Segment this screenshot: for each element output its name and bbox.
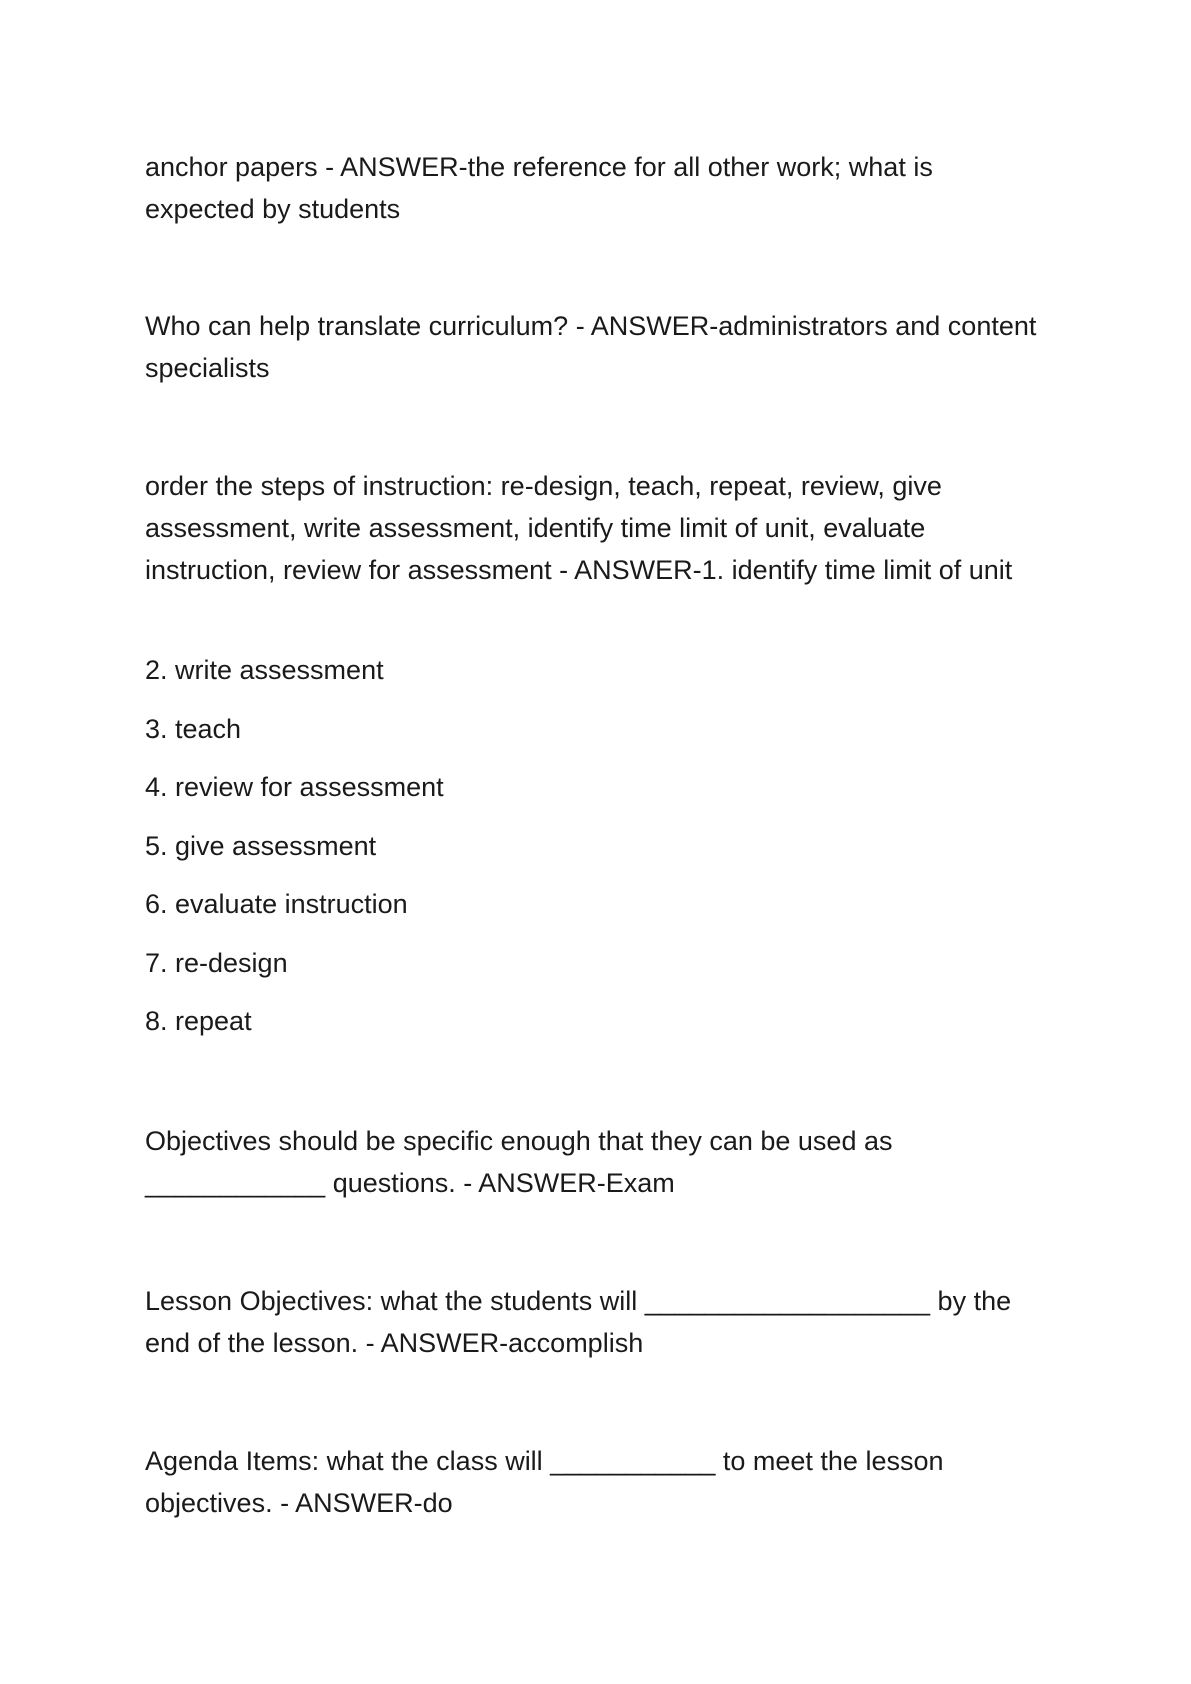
- qa-objectives-exam: Objectives should be specific enough that they can be used as ____________ questions. - ANSWER-Exam: [145, 1126, 893, 1198]
- list-item: 8. repeat: [145, 1006, 252, 1036]
- qa-translate-curriculum: Who can help translate curriculum? - ANSWER-administrators and content specialists: [145, 311, 1037, 383]
- list-item: 6. evaluate instruction: [145, 889, 408, 919]
- qa-order-steps: order the steps of instruction: re-design, teach, repeat, review, give assessment, write assessment, identify time limit of unit, evaluate instruction, review for assessment - ANSWER-1. identify time limit of unit: [145, 471, 1013, 585]
- list-item: 3. teach: [145, 713, 242, 744]
- list-item: 2. write assessment: [145, 655, 384, 685]
- list-item: 4. review for assessment: [145, 772, 444, 802]
- instruction-steps-list: [145, 649, 444, 1059]
- qa-agenda-items: Agenda Items: what the class will ___________ to meet the lesson objectives. - ANSWER-do: [145, 1446, 944, 1518]
- qa-lesson-objectives: Lesson Objectives: what the students will ___________________ by the end of the lesson. - ANSWER-accomplish: [145, 1286, 1012, 1358]
- list-item: 5. give assessment: [145, 830, 377, 861]
- qa-anchor-papers: anchor papers - ANSWER-the reference for all other work; what is expected by students: [145, 152, 933, 224]
- list-item: 7. re-design: [145, 947, 288, 978]
